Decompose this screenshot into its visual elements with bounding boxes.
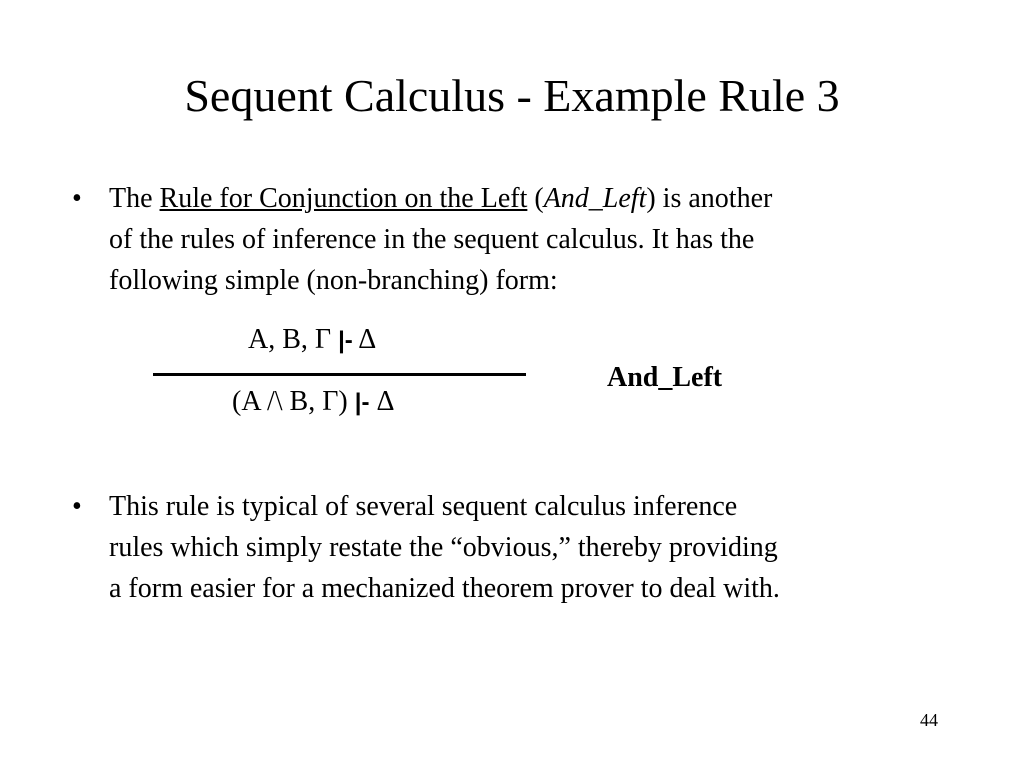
conclusion-left: (A /\ B, Γ) (232, 386, 355, 417)
inference-rule-line (153, 373, 526, 376)
premise-right: Δ (352, 324, 377, 355)
turnstile-symbol: |- (338, 327, 353, 354)
bullet-paragraph-1 (109, 178, 969, 301)
bullet2-line-3: a form easier for a mechanized theorem prover to deal with. (109, 573, 780, 604)
slide-title: Sequent Calculus - Example Rule 3 (184, 70, 840, 121)
inference-premise (248, 320, 376, 361)
premise-left: A, B, Γ (248, 324, 339, 355)
bullet1-line-3: following simple (non-branching) form: (109, 265, 558, 296)
paren-open: ( (527, 183, 544, 214)
bullet1-line-2: of the rules of inference in the sequent calculus. It has the (109, 224, 755, 255)
bullet1-line-1 (109, 178, 969, 219)
bullet2-line-2: rules which simply restate the “obvious,” thereby providing (109, 532, 778, 563)
rule-abbrev-italic: And_Left (543, 183, 647, 214)
bullet1-prefix: The (109, 183, 160, 214)
bullet-marker: • (72, 183, 82, 214)
page-number: 44 (920, 710, 938, 730)
bullet-marker: • (72, 491, 82, 522)
inference-conclusion (232, 380, 394, 425)
bullet2-line-1: This rule is typical of several sequent calculus inference (109, 491, 738, 522)
conclusion-right: Δ (369, 386, 395, 417)
rule-name-underlined: Rule for Conjunction on the Left (159, 183, 528, 214)
inference-rule-label: And_Left (607, 362, 723, 393)
bullet-paragraph-2 (109, 486, 969, 609)
bullet1-line1-rest: ) is another (646, 183, 773, 214)
turnstile-symbol: |- (354, 389, 370, 416)
